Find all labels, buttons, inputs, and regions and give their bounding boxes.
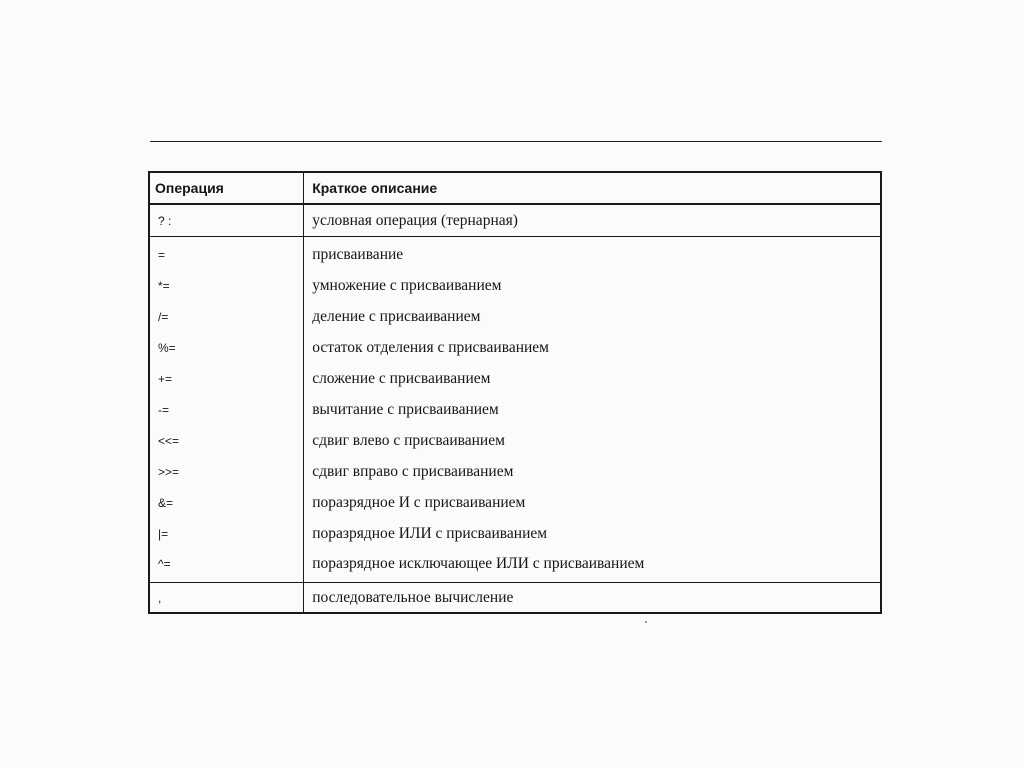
operation-cell: &=	[158, 495, 174, 510]
operation-cell: /=	[158, 309, 169, 324]
operation-cell: |=	[158, 526, 169, 541]
operation-cell: +=	[158, 371, 173, 386]
description-cell: деление с присваиванием	[304, 301, 881, 332]
top-rule	[150, 141, 882, 142]
scan-speck	[645, 621, 647, 623]
description-cell: присваивание	[304, 237, 881, 271]
operation-cell: %=	[158, 340, 176, 355]
table-row	[149, 487, 881, 518]
description-cell: последовательное вычисление	[304, 583, 881, 614]
operation-cell: =	[158, 248, 166, 262]
table-row	[149, 237, 881, 271]
operation-cell: *=	[158, 278, 170, 293]
header-description: Краткое описание	[304, 172, 881, 204]
operations-table	[148, 171, 882, 614]
description-cell: вычитание с присваиванием	[304, 394, 881, 425]
description-cell: сдвиг влево с присваиванием	[304, 425, 881, 456]
description-cell: поразрядное исключающее ИЛИ с присваиванием	[304, 549, 881, 583]
table-row	[149, 518, 881, 549]
table-row	[149, 204, 881, 237]
operation-cell: <<=	[158, 433, 180, 448]
description-cell: сложение с присваиванием	[304, 363, 881, 394]
operation-cell: >>=	[158, 464, 180, 479]
operation-cell: ^=	[149, 549, 304, 583]
table-header-row	[149, 172, 881, 204]
table-row	[149, 270, 881, 301]
table-row	[149, 549, 881, 583]
description-cell: условная операция (тернарная)	[304, 204, 881, 237]
description-cell: поразрядное И с присваиванием	[304, 487, 881, 518]
operation-cell: ? :	[149, 204, 304, 237]
table-row	[149, 394, 881, 425]
table-row	[149, 332, 881, 363]
description-cell: умножение с присваиванием	[304, 270, 881, 301]
description-cell: остаток отделения с присваиванием	[304, 332, 881, 363]
table-row	[149, 425, 881, 456]
operation-cell: ,	[158, 590, 162, 605]
table-row	[149, 301, 881, 332]
table-row	[149, 583, 881, 614]
table-row	[149, 456, 881, 487]
operation-cell: -=	[158, 402, 170, 417]
description-cell: сдвиг вправо с присваиванием	[304, 456, 881, 487]
description-cell: поразрядное ИЛИ с присваиванием	[304, 518, 881, 549]
header-operation: Операция	[149, 172, 304, 204]
table-row	[149, 363, 881, 394]
